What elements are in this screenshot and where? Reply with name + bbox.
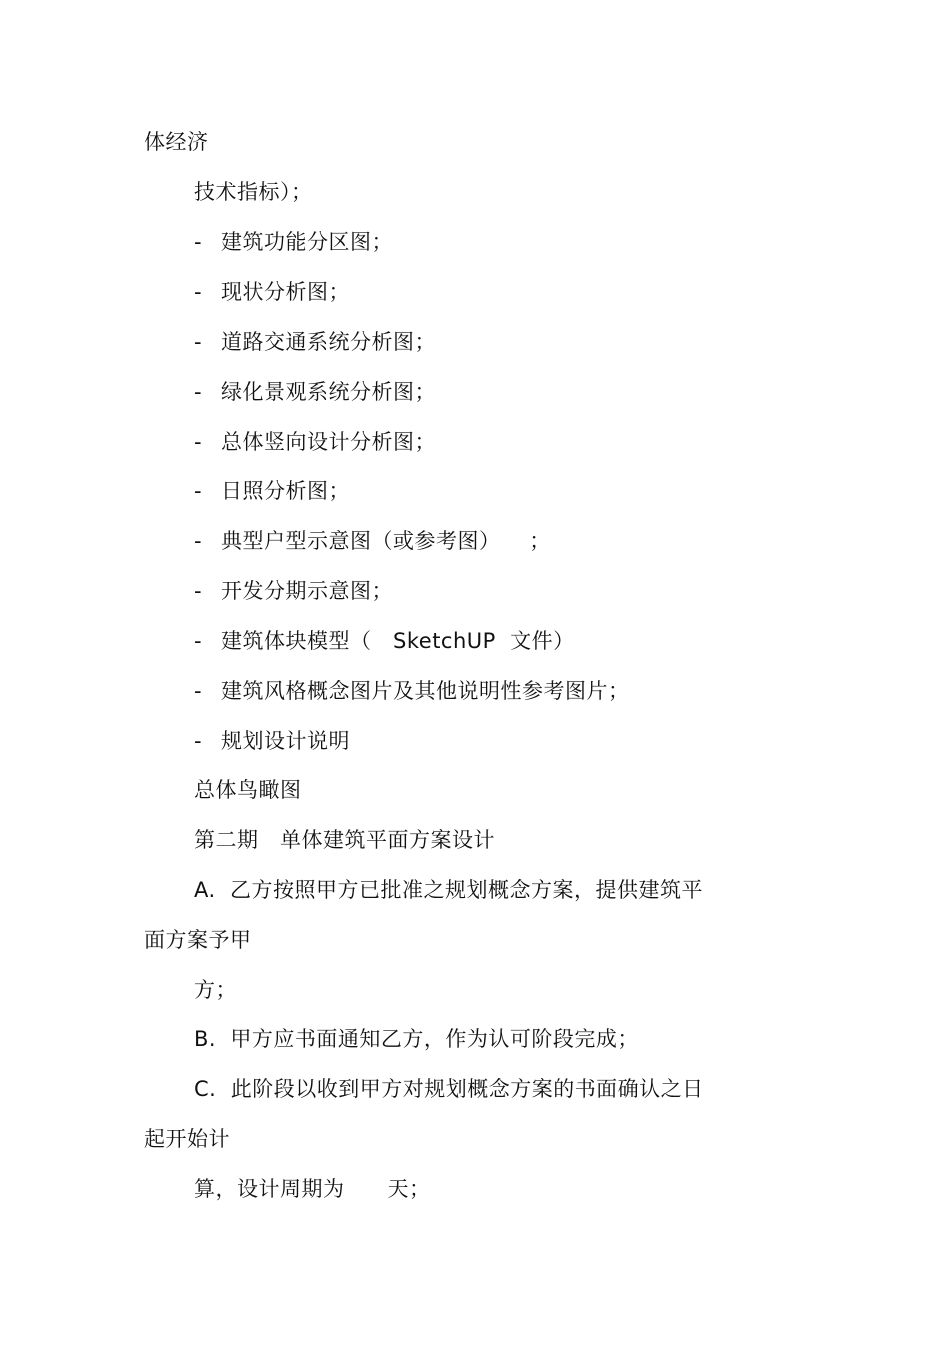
- paragraph-c-continued: 起开始计: [144, 1127, 230, 1151]
- list-item-text: 道路交通系统分析图；: [221, 330, 436, 354]
- list-item-text: 建筑体块模型（ SketchUP 文件）: [221, 629, 575, 653]
- list-item-text: 开发分期示意图；: [221, 579, 393, 603]
- list-item-text: 建筑风格概念图片及其他说明性参考图片；: [221, 679, 630, 703]
- paragraph-b: B. 甲方应书面通知乙方，作为认可阶段完成；: [194, 1027, 639, 1051]
- text-line: 技术指标）；: [194, 180, 313, 204]
- list-item-text: 日照分析图；: [221, 479, 350, 503]
- bullet-dash: -: [194, 280, 202, 304]
- paragraph-a-continued: 方；: [194, 978, 237, 1002]
- paragraph-a-continued: 面方案予甲: [144, 928, 252, 952]
- text-line: 总体鸟瞰图: [194, 778, 302, 802]
- list-item-text: 典型户型示意图（或参考图） ；: [221, 529, 551, 553]
- bullet-dash: -: [194, 430, 202, 454]
- bullet-dash: -: [194, 479, 202, 503]
- text-line: 体经济: [144, 130, 209, 154]
- list-item-text: 现状分析图；: [221, 280, 350, 304]
- paragraph-c-continued: 算，设计周期为 天；: [194, 1177, 431, 1201]
- bullet-dash: -: [194, 629, 202, 653]
- paragraph-a: A. 乙方按照甲方已批准之规划概念方案，提供建筑平: [194, 878, 704, 902]
- bullet-dash: -: [194, 729, 202, 753]
- bullet-dash: -: [194, 679, 202, 703]
- bullet-dash: -: [194, 529, 202, 553]
- bullet-dash: -: [194, 230, 202, 254]
- list-item-text: 建筑功能分区图；: [221, 230, 393, 254]
- section-heading: 第二期 单体建筑平面方案设计: [194, 828, 496, 852]
- paragraph-c: C. 此阶段以收到甲方对规划概念方案的书面确认之日: [194, 1077, 704, 1101]
- list-item-text: 规划设计说明: [221, 729, 350, 753]
- bullet-dash: -: [194, 579, 202, 603]
- bullet-dash: -: [194, 380, 202, 404]
- list-item-text: 总体竖向设计分析图；: [221, 430, 436, 454]
- bullet-dash: -: [194, 330, 202, 354]
- list-item-text: 绿化景观系统分析图；: [221, 380, 436, 404]
